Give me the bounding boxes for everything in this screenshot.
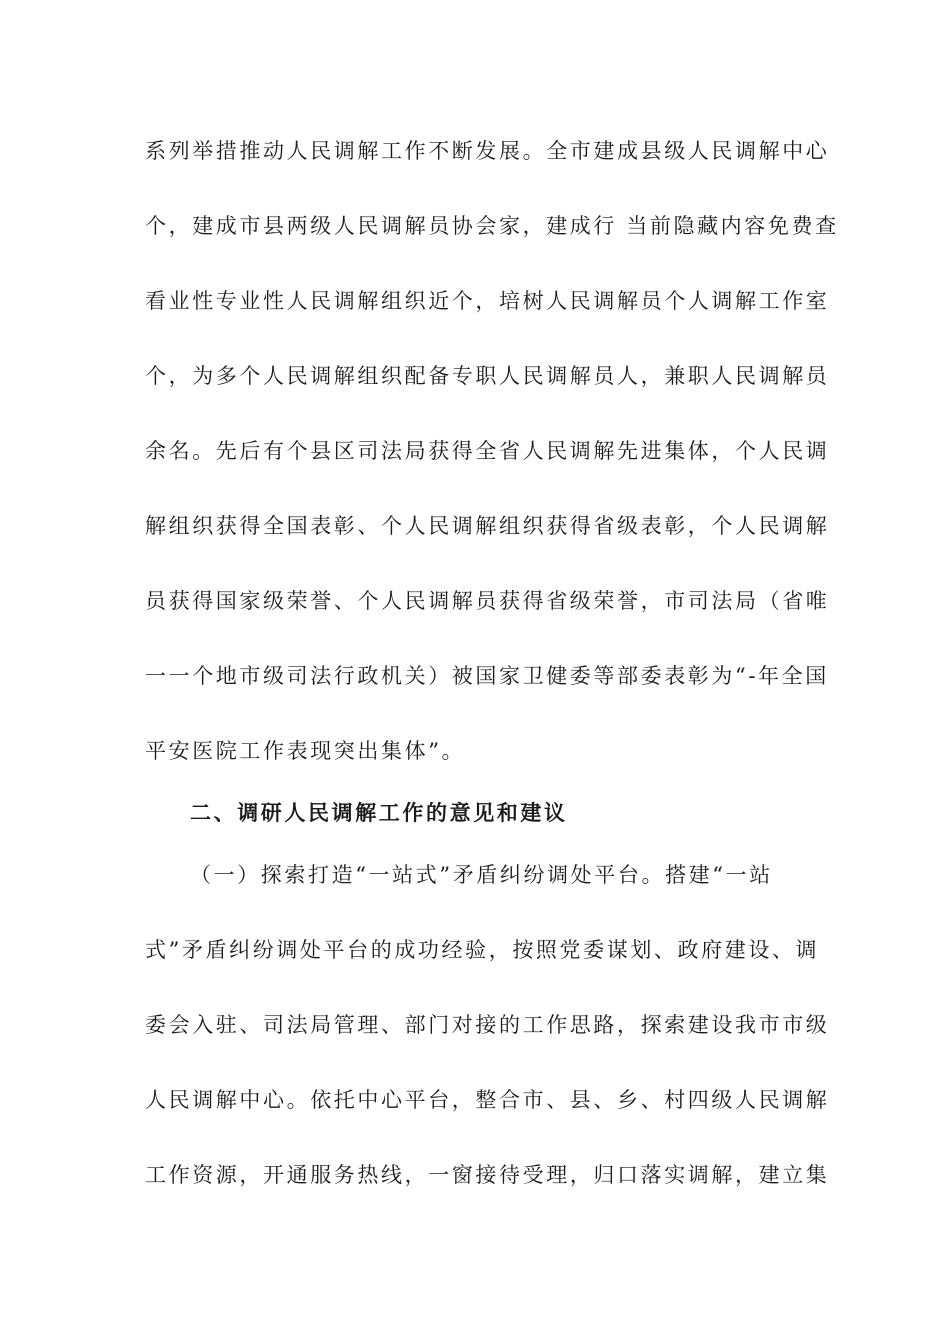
paragraph-1-line-6: 解组织获得全国表彰、个人民调解组织获得省级表彰，个人民调解 — [145, 514, 830, 538]
section-heading: 二、调研人民调解工作的意见和建议 — [190, 800, 568, 825]
paragraph-1-line-3: 看业性专业性人民调解组织近个，培树人民调解员个人调解工作室 — [145, 289, 830, 313]
paragraph-1-line-9: 平安医院工作表现突出集体”。 — [145, 739, 466, 763]
paragraph-2-line-4: 人民调解中心。依托中心平台，整合市、县、乡、村四级人民调解 — [145, 1088, 830, 1112]
paragraph-2-line-5: 工作资源，开通服务热线，一窗接待受理，归口落实调解，建立集 — [145, 1163, 830, 1187]
paragraph-1-line-1: 系列举措推动人民调解工作不断发展。全市建成县级人民调解中心 — [145, 139, 830, 163]
paragraph-2-line-1: （一）探索打造“一站式”矛盾纠纷调处平台。搭建“一站 — [190, 863, 773, 887]
paragraph-2-line-3: 委会入驻、司法局管理、部门对接的工作思路，探索建设我市市级 — [145, 1013, 830, 1037]
paragraph-1-line-7: 员获得国家级荣誉、个人民调解员获得省级荣誉，市司法局（省唯 — [145, 589, 830, 613]
paragraph-1-line-5: 余名。先后有个县区司法局获得全省人民调解先进集体，个人民调 — [145, 439, 830, 463]
paragraph-1-line-4: 个，为多个人民调解组织配备专职人民调解员人，兼职人民调解员 — [145, 364, 830, 388]
paragraph-2-line-2: 式”矛盾纠纷调处平台的成功经验，按照党委谋划、政府建设、调 — [145, 938, 820, 962]
paragraph-1-line-8: 一一个地市级司法行政机关）被国家卫健委等部委表彰为“-年全国 — [145, 664, 829, 688]
paragraph-1-line-2: 个，建成市县两级人民调解员协会家，建成行 当前隐藏内容免费查 — [145, 214, 839, 238]
